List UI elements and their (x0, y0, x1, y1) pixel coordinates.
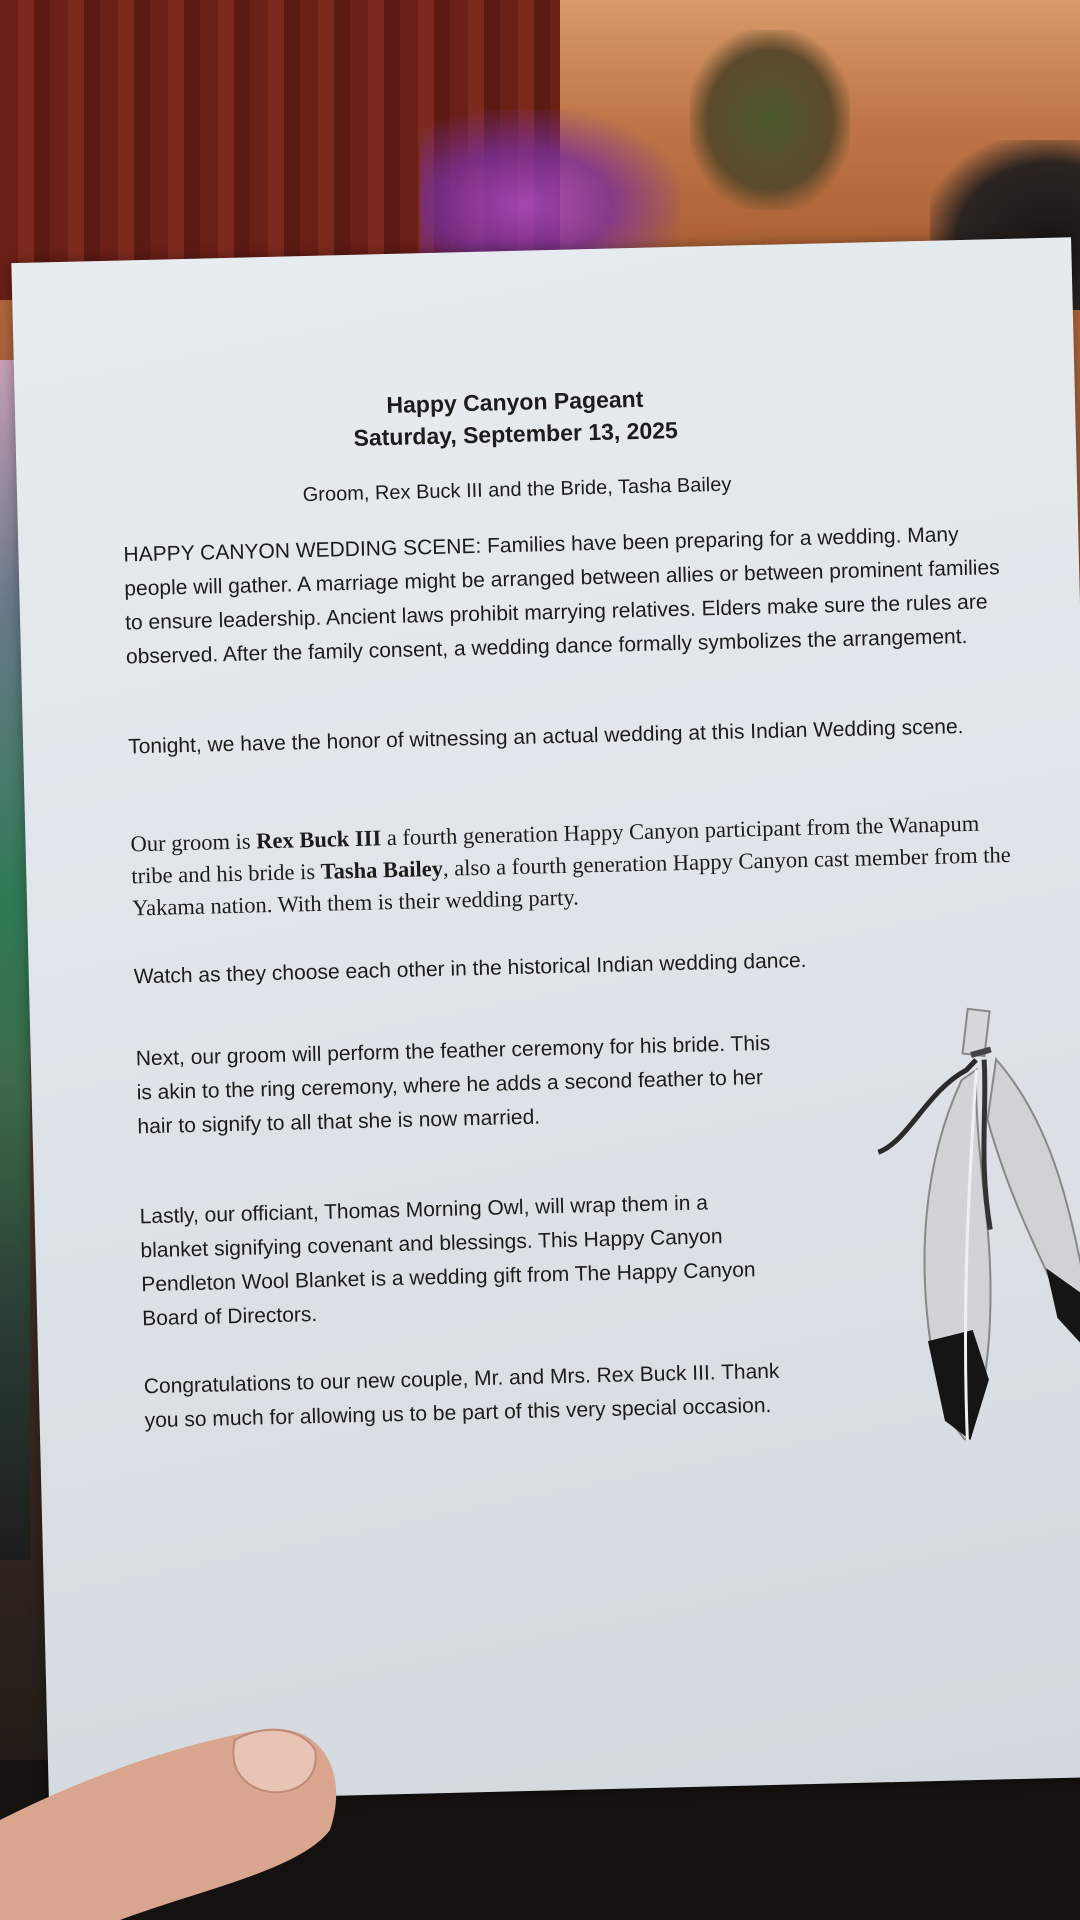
paragraph-scene: HAPPY CANYON WEDDING SCENE: Families have been preparing for a wedding. Many people will gather. A marriage might be arranged between allies or between prominent families to ensure leadership. Ancient laws prohibit marrying relatives. Elders make sure the rules are observed. After the family consent, a wedding dance formally symbolizes the arrangement. (123, 523, 1000, 669)
couple-text-2: a fourth generation Happy Canyon participant from the Wanapum tribe and his bride is (131, 810, 980, 889)
paragraph-dance: Watch as they choose each other in the historical Indian wedding dance. (133, 948, 807, 989)
paragraph-blanket: Lastly, our officiant, Thomas Morning Owl, will wrap them in a blanket signifying covenant and blessings. This Happy Canyon Pendleton Wool Blanket is a wedding gift from The Happy Canyon Board of Directors. (139, 1191, 756, 1331)
groom-name: Rex Buck III (255, 825, 382, 854)
paragraph-congratulations: Congratulations to our new couple, Mr. and Mrs. Rex Buck III. Thank you so much for allowing us to be part of this very special occasion. (143, 1359, 780, 1433)
bride-name: Tasha Bailey (320, 855, 444, 884)
program-sheet (11, 237, 1080, 1802)
couple-text-1: Our groom is (130, 828, 257, 857)
paragraph-tonight: Tonight, we have the honor of witnessing an actual wedding at this Indian Wedding scene. (127, 715, 964, 759)
stage-backdrop-tree (690, 30, 850, 210)
thumb (0, 1680, 440, 1920)
document-subtitle: Groom, Rex Buck III and the Bride, Tasha Bailey (302, 473, 732, 507)
document-date: Saturday, September 13, 2025 (353, 416, 679, 451)
feathers-icon (865, 997, 1080, 1442)
paragraph-couple (130, 807, 1012, 924)
couple-text-3: , also a fourth generation Happy Canyon cast member from the Yakama nation. With them is their wedding party. (131, 841, 1012, 921)
document-title: Happy Canyon Pageant (386, 385, 644, 419)
document-header (15, 374, 1016, 462)
paragraph-feather: Next, our groom will perform the feather ceremony for his bride. This is akin to the ring ceremony, where he adds a second feather to her hair to signify to all that she is now married. (135, 1031, 771, 1139)
